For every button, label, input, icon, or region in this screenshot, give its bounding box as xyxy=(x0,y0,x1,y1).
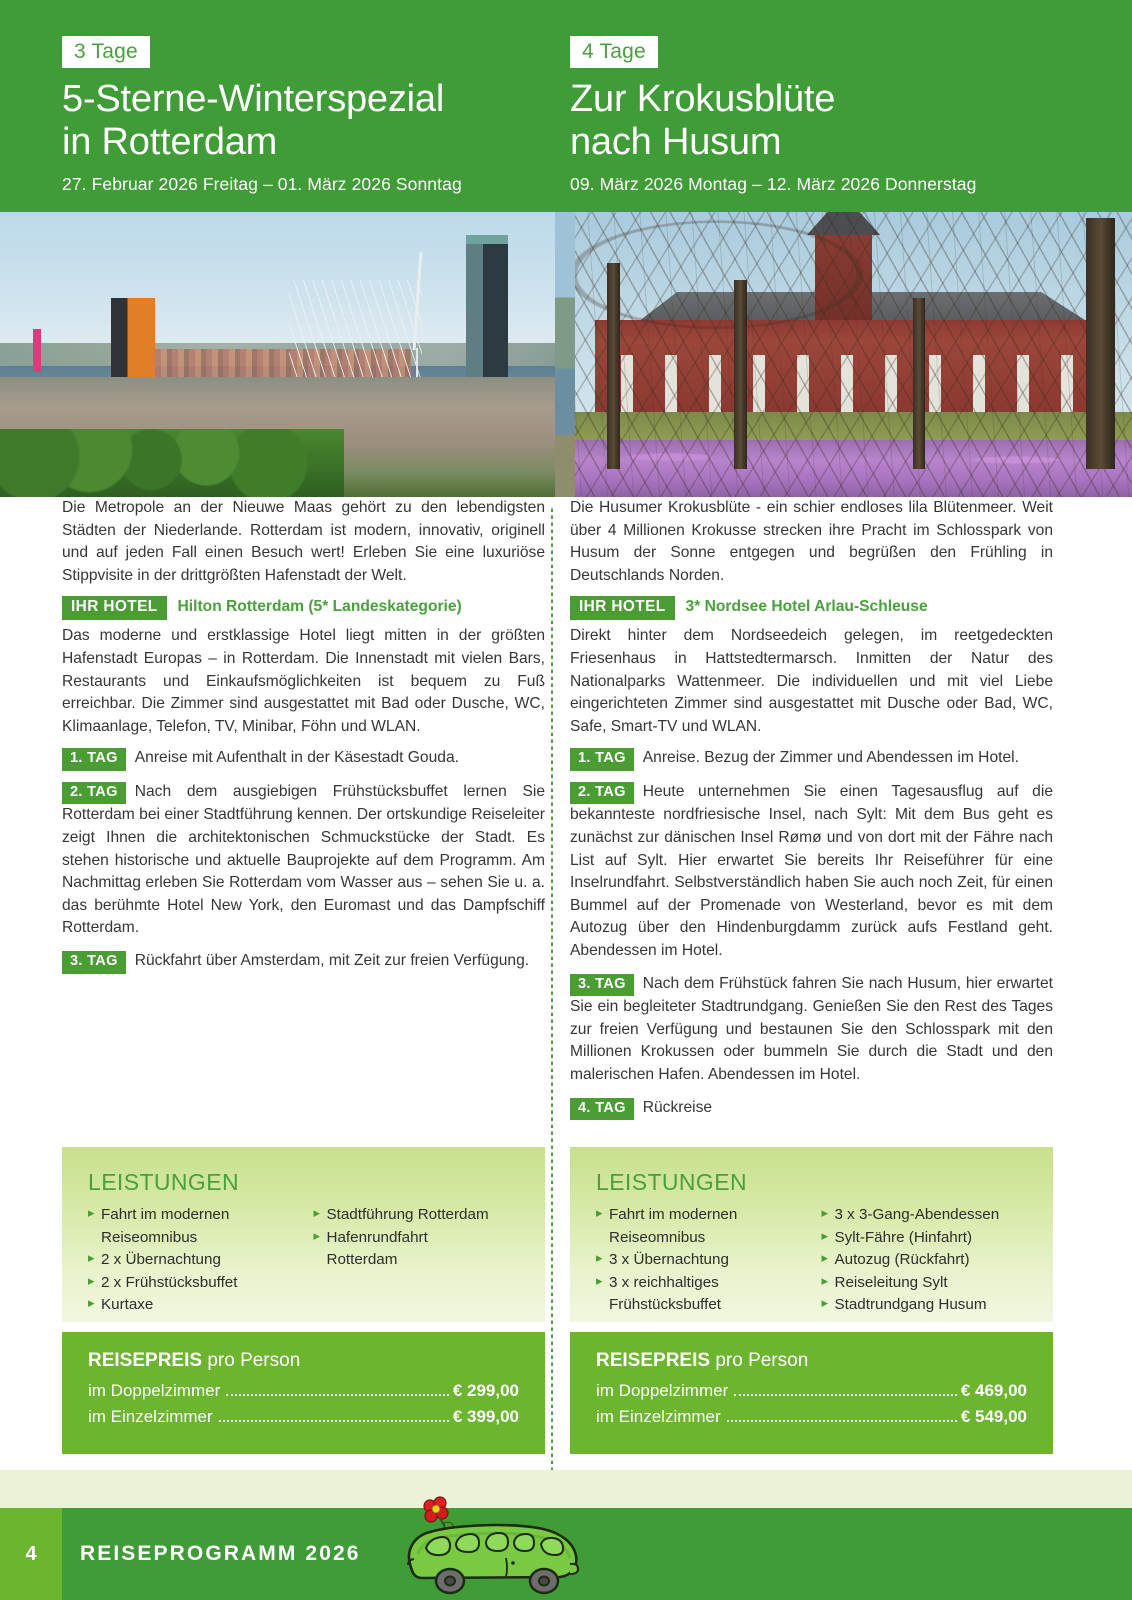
price-title-strong: REISEPREIS xyxy=(88,1350,203,1371)
trip-header-right xyxy=(570,0,1090,195)
price-amount: € 299,00 xyxy=(452,1381,519,1400)
trip-title-line1: 5-Sterne-Winterspezial xyxy=(62,78,445,120)
services-list-2 xyxy=(822,1204,1028,1317)
days-badge: 3 Tage xyxy=(62,36,150,68)
leader-dots xyxy=(226,1394,449,1396)
trip-intro: Die Metropole an der Nieuwe Maas gehört zu den lebendigsten Städten der Niederlande. Rotterdam ist modern, innovativ, originell und auf jeden Fall einen Besuch wert! Erleben Sie eine luxuriöse Stippvisite in der drittgrößten Hafenstadt der Welt. xyxy=(62,499,545,584)
services-list-1 xyxy=(596,1204,802,1317)
itinerary-day xyxy=(570,1097,1053,1121)
bus-illustration-icon xyxy=(392,1492,602,1600)
list-item: ▸ Stadtführung Rotterdam xyxy=(314,1204,520,1226)
day-text: Rückreise xyxy=(642,1098,713,1116)
services-box-right xyxy=(570,1147,1053,1322)
itinerary-day xyxy=(570,747,1053,771)
column-divider xyxy=(551,507,553,1600)
price-title-rest: pro Person xyxy=(202,1350,301,1371)
leader-dots xyxy=(219,1420,449,1422)
page-number: 4 xyxy=(0,1508,62,1600)
trip-dates: 09. März 2026 Montag – 12. März 2026 Donnerstag xyxy=(570,173,977,194)
list-item: ▸ 3 x 3-Gang-Abendessen xyxy=(822,1204,1028,1226)
services-list-1 xyxy=(88,1204,294,1317)
trip-title-line2: in Rotterdam xyxy=(62,120,278,163)
day-chip: 1. TAG xyxy=(62,748,126,771)
photo-bridge-pylon xyxy=(411,252,423,389)
day-text: Nach dem Frühstück fahren Sie nach Husum, hier erwartet Sie ein begleiteter Stadtrundgang. Genießen Sie den Rest des Tages zur freien Verfügung und bestaunen Sie den Schlosspark mit den Millionen Krokussen oder bummeln Sie durch die Stadt und den malerischen Hafen. Abendessen im Hotel. xyxy=(570,974,1053,1084)
day-text: Anreise. Bezug der Zimmer und Abendessen im Hotel. xyxy=(642,749,1019,767)
day-chip: 2. TAG xyxy=(62,782,126,805)
trip-title xyxy=(62,78,582,164)
itinerary-day xyxy=(62,747,545,771)
trip-intro: Die Husumer Krokusblüte - ein schier endloses lila Blütenmeer. Weit über 4 Millionen Krokusse strecken ihre Pracht im Schlosspark von Husum der Sonne entgegen und begrüßen den Frühling in Deutschlands Norden. xyxy=(570,499,1053,584)
price-amount: € 399,00 xyxy=(452,1407,519,1426)
price-row xyxy=(596,1381,1027,1401)
list-item: ▸ 3 x Übernachtung xyxy=(596,1249,802,1271)
hotel-label-chip: IHR HOTEL xyxy=(570,596,675,620)
day-text: Nach dem ausgiebigen Frühstücksbuffet lernen Sie Rotterdam bei einer Stadtführung kennen. Der ortskundige Reiseleiter zeigt Ihnen die architektonischen Schmuckstücke der Stadt. Es stehen historische und aktuelle Bauprojekte auf dem Programm. Am Nachmittag erleben Sie Rotterdam vom Wasser aus – sehen Sie u. a. das berühmte Hotel New York, den Euromast und das Dampfschiff Rotterdam. xyxy=(62,782,545,937)
day-text: Anreise mit Aufenthalt in der Käsestadt Gouda. xyxy=(134,749,459,767)
photo-left-edge xyxy=(555,212,575,497)
services-columns xyxy=(596,1204,1027,1317)
price-row xyxy=(596,1407,1027,1427)
services-title: LEISTUNGEN xyxy=(88,1169,239,1195)
footer-title: REISEPROGRAMM 2026 xyxy=(80,1542,361,1565)
itinerary-day xyxy=(62,950,545,974)
price-label: im Doppelzimmer xyxy=(596,1381,729,1400)
price-box-right xyxy=(570,1332,1053,1454)
trip-column-right xyxy=(570,497,1053,1130)
itinerary-day xyxy=(62,781,545,940)
list-item: ▸ Autozug (Rückfahrt) xyxy=(822,1249,1028,1271)
hotel-heading xyxy=(570,596,1053,620)
photo-rotterdam xyxy=(0,212,555,497)
photo-trees xyxy=(0,429,344,497)
hotel-name: Hilton Rotterdam (5* Landeskategorie) xyxy=(177,598,462,616)
price-title xyxy=(596,1350,1027,1372)
list-item: Reiseomnibus xyxy=(609,1228,706,1246)
price-label: im Doppelzimmer xyxy=(88,1381,221,1400)
price-box-left xyxy=(62,1332,545,1454)
photo-dark-skyscraper xyxy=(466,235,508,389)
itinerary-day xyxy=(570,973,1053,1087)
footer-band xyxy=(62,1508,1132,1600)
trip-header-left xyxy=(62,0,582,195)
photo-pink-bridge xyxy=(33,329,41,372)
services-box-left xyxy=(62,1147,545,1322)
trip-column-left xyxy=(62,497,545,984)
list-item: Frühstücksbuffet xyxy=(609,1296,721,1314)
trip-title xyxy=(570,78,1090,164)
photo-tree-trunk xyxy=(913,298,926,469)
services-list-2 xyxy=(314,1204,520,1317)
list-item: ▸ 3 x reichhaltiges xyxy=(596,1272,802,1294)
hotel-label-chip: IHR HOTEL xyxy=(62,596,167,620)
list-item: ▸ Fahrt im modernen xyxy=(596,1204,802,1226)
photo-tree-trunk xyxy=(607,263,620,468)
page-footer xyxy=(0,1508,1132,1600)
hotel-name: 3* Nordsee Hotel Arlau-Schleuse xyxy=(685,598,928,616)
hotel-description: Direkt hinter dem Nordseedeich gelegen, im reetgedeckten Friesenhaus in Hattstedtermarsch. Inmitten der Natur des Nationalparks Wattenmeer. Die individuellen und mit viel Liebe eingerichteten Zimmer sind ausgestattet mit Dusche oder Bad, WC, Safe, Smart-TV und WLAN. xyxy=(570,627,1053,735)
list-item: ▸ 2 x Frühstücksbuffet xyxy=(88,1272,294,1294)
list-item: ▸ Hafenrundfahrt xyxy=(314,1227,520,1249)
list-item: Rotterdam xyxy=(326,1251,398,1269)
days-badge: 4 Tage xyxy=(570,36,658,68)
hotel-heading xyxy=(62,596,545,620)
photo-strip xyxy=(0,212,1132,497)
list-item: ▸ Reiseleitung Sylt xyxy=(822,1272,1028,1294)
list-item: ▸ Kurtaxe xyxy=(88,1294,294,1316)
list-item: Reiseomnibus xyxy=(101,1228,198,1246)
page-header xyxy=(0,0,1132,212)
services-columns xyxy=(88,1204,519,1317)
photo-husum xyxy=(555,212,1132,497)
day-chip: 2. TAG xyxy=(570,782,634,805)
day-chip: 3. TAG xyxy=(570,974,634,997)
price-row xyxy=(88,1407,519,1427)
price-row xyxy=(88,1381,519,1401)
list-item: ▸ Fahrt im modernen xyxy=(88,1204,294,1226)
leader-dots xyxy=(727,1420,957,1422)
leader-dots xyxy=(734,1394,957,1396)
day-chip: 4. TAG xyxy=(570,1098,634,1121)
list-item: ▸ Sylt-Fähre (Hinfahrt) xyxy=(822,1227,1028,1249)
hotel-description: Das moderne und erstklassige Hotel liegt mitten in der größten Hafenstadt Europas – in Rotterdam. Die Innenstadt mit vielen Bars, Restaurants und Einkaufsmöglichkeiten ist bequem zu Fuß erreichbar. Die Zimmer sind ausgestattet mit Bad oder Dusche, WC, Klimaanlage, Telefon, TV, Minibar, Föhn und WLAN. xyxy=(62,627,545,735)
trip-title-line1: Zur Krokusblüte xyxy=(570,78,836,120)
price-label: im Einzelzimmer xyxy=(88,1407,213,1426)
price-label: im Einzelzimmer xyxy=(596,1407,721,1426)
price-amount: € 549,00 xyxy=(960,1407,1027,1426)
services-title: LEISTUNGEN xyxy=(596,1169,747,1195)
trip-title-line2: nach Husum xyxy=(570,120,782,163)
photo-tree-trunk xyxy=(734,280,747,468)
price-amount: € 469,00 xyxy=(960,1381,1027,1400)
list-item: ▸ 2 x Übernachtung xyxy=(88,1249,294,1271)
day-chip: 3. TAG xyxy=(62,951,126,974)
price-title-rest: pro Person xyxy=(710,1350,809,1371)
day-text: Rückfahrt über Amsterdam, mit Zeit zur freien Verfügung. xyxy=(134,952,530,970)
photo-bare-branches xyxy=(555,212,1132,497)
day-text: Heute unternehmen Sie einen Tagesausflug auf die bekannteste nordfriesische Insel, nach Sylt: Mit dem Bus geht es zunächst zur dänischen Insel Rømø und von dort mit der Fähre nach List auf Sylt. Hier erwartet Sie bereits Ihr Reiseführer für eine Inselrundfahrt. Selbstverständlich haben Sie auch noch Zeit, für einen Bummel auf der Promenade von Westerland, bevor es mit dem Autozug über den Hindenburgdamm zurück aufs Festland geht. Abendessen im Hotel. xyxy=(570,782,1053,960)
list-item: ▸ Stadtrundgang Husum xyxy=(822,1294,1028,1316)
price-title xyxy=(88,1350,519,1372)
itinerary-day xyxy=(570,781,1053,963)
photo-bridge-cables xyxy=(289,280,422,383)
price-title-strong: REISEPREIS xyxy=(596,1350,711,1371)
photo-tree-trunk xyxy=(1086,218,1115,469)
trip-dates: 27. Februar 2026 Freitag – 01. März 2026 Sonntag xyxy=(62,173,462,194)
day-chip: 1. TAG xyxy=(570,748,634,771)
